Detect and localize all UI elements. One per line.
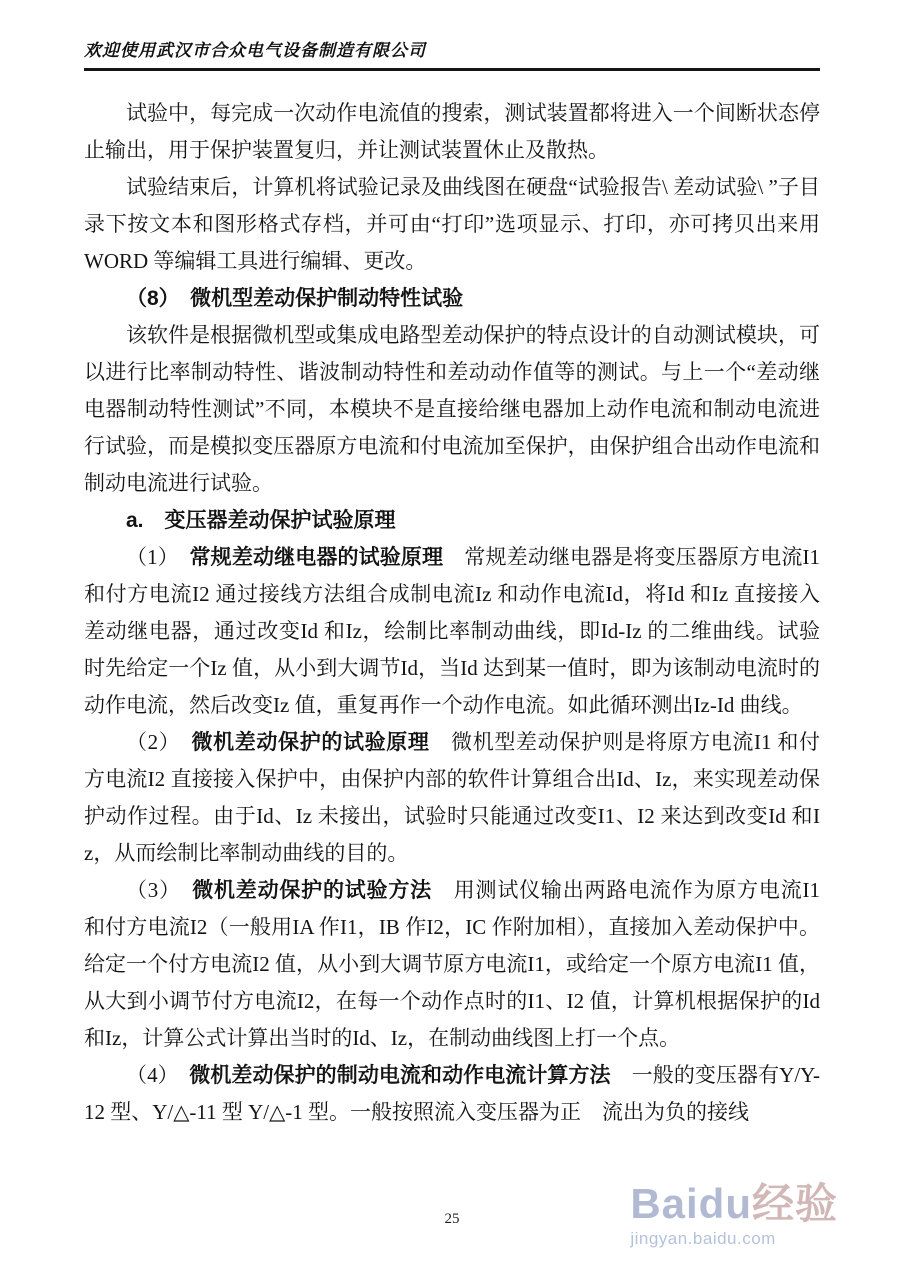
paragraph bbox=[84, 317, 820, 502]
text-segment: 微机型差动保护则是将原方电流I1 和付方电流I2 直接接入保护中，由保护内部的软件计算组合出Id、Iz，来实现差动保护动作过程。由于Id、Iz 未接出，试验时只能通过改变I1、I2 来达到改变Id 和Iz，从而绘制比率制动曲线的目的。 bbox=[84, 730, 820, 865]
paragraph bbox=[84, 872, 820, 1057]
page-number: 25 bbox=[444, 1211, 460, 1227]
paragraph bbox=[84, 539, 820, 724]
paragraph bbox=[84, 169, 820, 280]
text-segment-bold: （8） 微机型差动保护制动特性试验 bbox=[126, 287, 464, 310]
text-segment-bold: 微机差动保护的试验原理 bbox=[191, 731, 430, 754]
text-segment-bold: a. 变压器差动保护试验原理 bbox=[126, 509, 396, 532]
section-heading bbox=[84, 280, 820, 317]
text-segment: 用测试仪输出两路电流作为原方电流I1 和付方电流I2（一般用IA 作I1，IB 作I2，IC 作附加相），直接加入差动保护中。给定一个付方电流I2 值，从小到大调节原方电流I1，或给定一个原方电流I1 值，从大到小调节付方电流I2，在每一个动作点时的I1、I2 值，计算机根据保护的Id 和Iz，计算公式计算出当时的Id、Iz，在制动曲线图上打一个点。 bbox=[84, 878, 820, 1050]
text-segment: 该软件是根据微机型或集成电路型差动保护的特点设计的自动测试模块，可以进行比率制动特性、谐波制动特性和差动动作值等的测试。与上一个“差动继电器制动特性测试”不同，本模块不是直接给继电器加上动作电流和制动电流进行试验，而是模拟变压器原方电流和付电流加至保护，由保护组合出动作电流和制动电流进行试验。 bbox=[84, 323, 820, 495]
text-segment: （1） bbox=[126, 545, 190, 569]
page-footer bbox=[0, 1211, 904, 1228]
text-segment: （2） bbox=[126, 730, 192, 754]
text-segment: 试验结束后，计算机将试验记录及曲线图在硬盘“试验报告\ 差动试验\ ”子目录下按文本和图形格式存档，并可由“打印”选项显示、打印，亦可拷贝出来用 WORD 等编辑工具进行编辑、更改。 bbox=[84, 175, 820, 273]
text-segment: （4） bbox=[126, 1063, 190, 1087]
text-segment: 试验中，每完成一次动作电流值的搜索，测试装置都将进入一个间断状态停止输出，用于保护装置复归，并让测试装置休止及散热。 bbox=[84, 101, 820, 162]
paragraph bbox=[84, 95, 820, 169]
text-segment-bold: 微机差动保护的试验方法 bbox=[192, 879, 432, 902]
paragraph bbox=[84, 724, 820, 872]
watermark-url: jingyan.baidu.com bbox=[630, 1229, 776, 1249]
paragraph bbox=[84, 1057, 820, 1131]
section-heading bbox=[84, 502, 820, 539]
watermark-brand-suffix: 经验 bbox=[751, 1180, 838, 1228]
text-segment: （3） bbox=[126, 878, 193, 902]
page-header bbox=[84, 36, 820, 71]
watermark-brand: Baidu bbox=[630, 1180, 752, 1228]
text-segment-bold: 微机差动保护的制动电流和动作电流计算方法 bbox=[189, 1064, 611, 1087]
text-segment: 常规差动继电器是将变压器原方电流I1 和付方电流I2 通过接线方法组合成制电流Iz 和动作电流Id，将Id 和Iz 直接接入差动继电器，通过改变Id 和Iz，绘制比率制动曲线，即Id-Iz 的二维曲线。试验时先给定一个Iz 值，从小到大调节Id，当Id 达到某一值时，即为该制动电流时的动作电流，然后改变Iz 值，重复再作一个动作电流。如此循环测出Iz-Id 曲线。 bbox=[84, 545, 820, 717]
text-segment: 一般的变压器有Y/Y-12 型、Y/△-11 型 Y/△-1 型。一般按照流入变压器为正 流出为负的接线 bbox=[84, 1063, 821, 1124]
header-company-name: 欢迎使用武汉市合众电气设备制造有限公司 bbox=[84, 41, 426, 60]
text-segment-bold: 常规差动继电器的试验原理 bbox=[189, 546, 444, 569]
document-body bbox=[84, 71, 820, 1131]
